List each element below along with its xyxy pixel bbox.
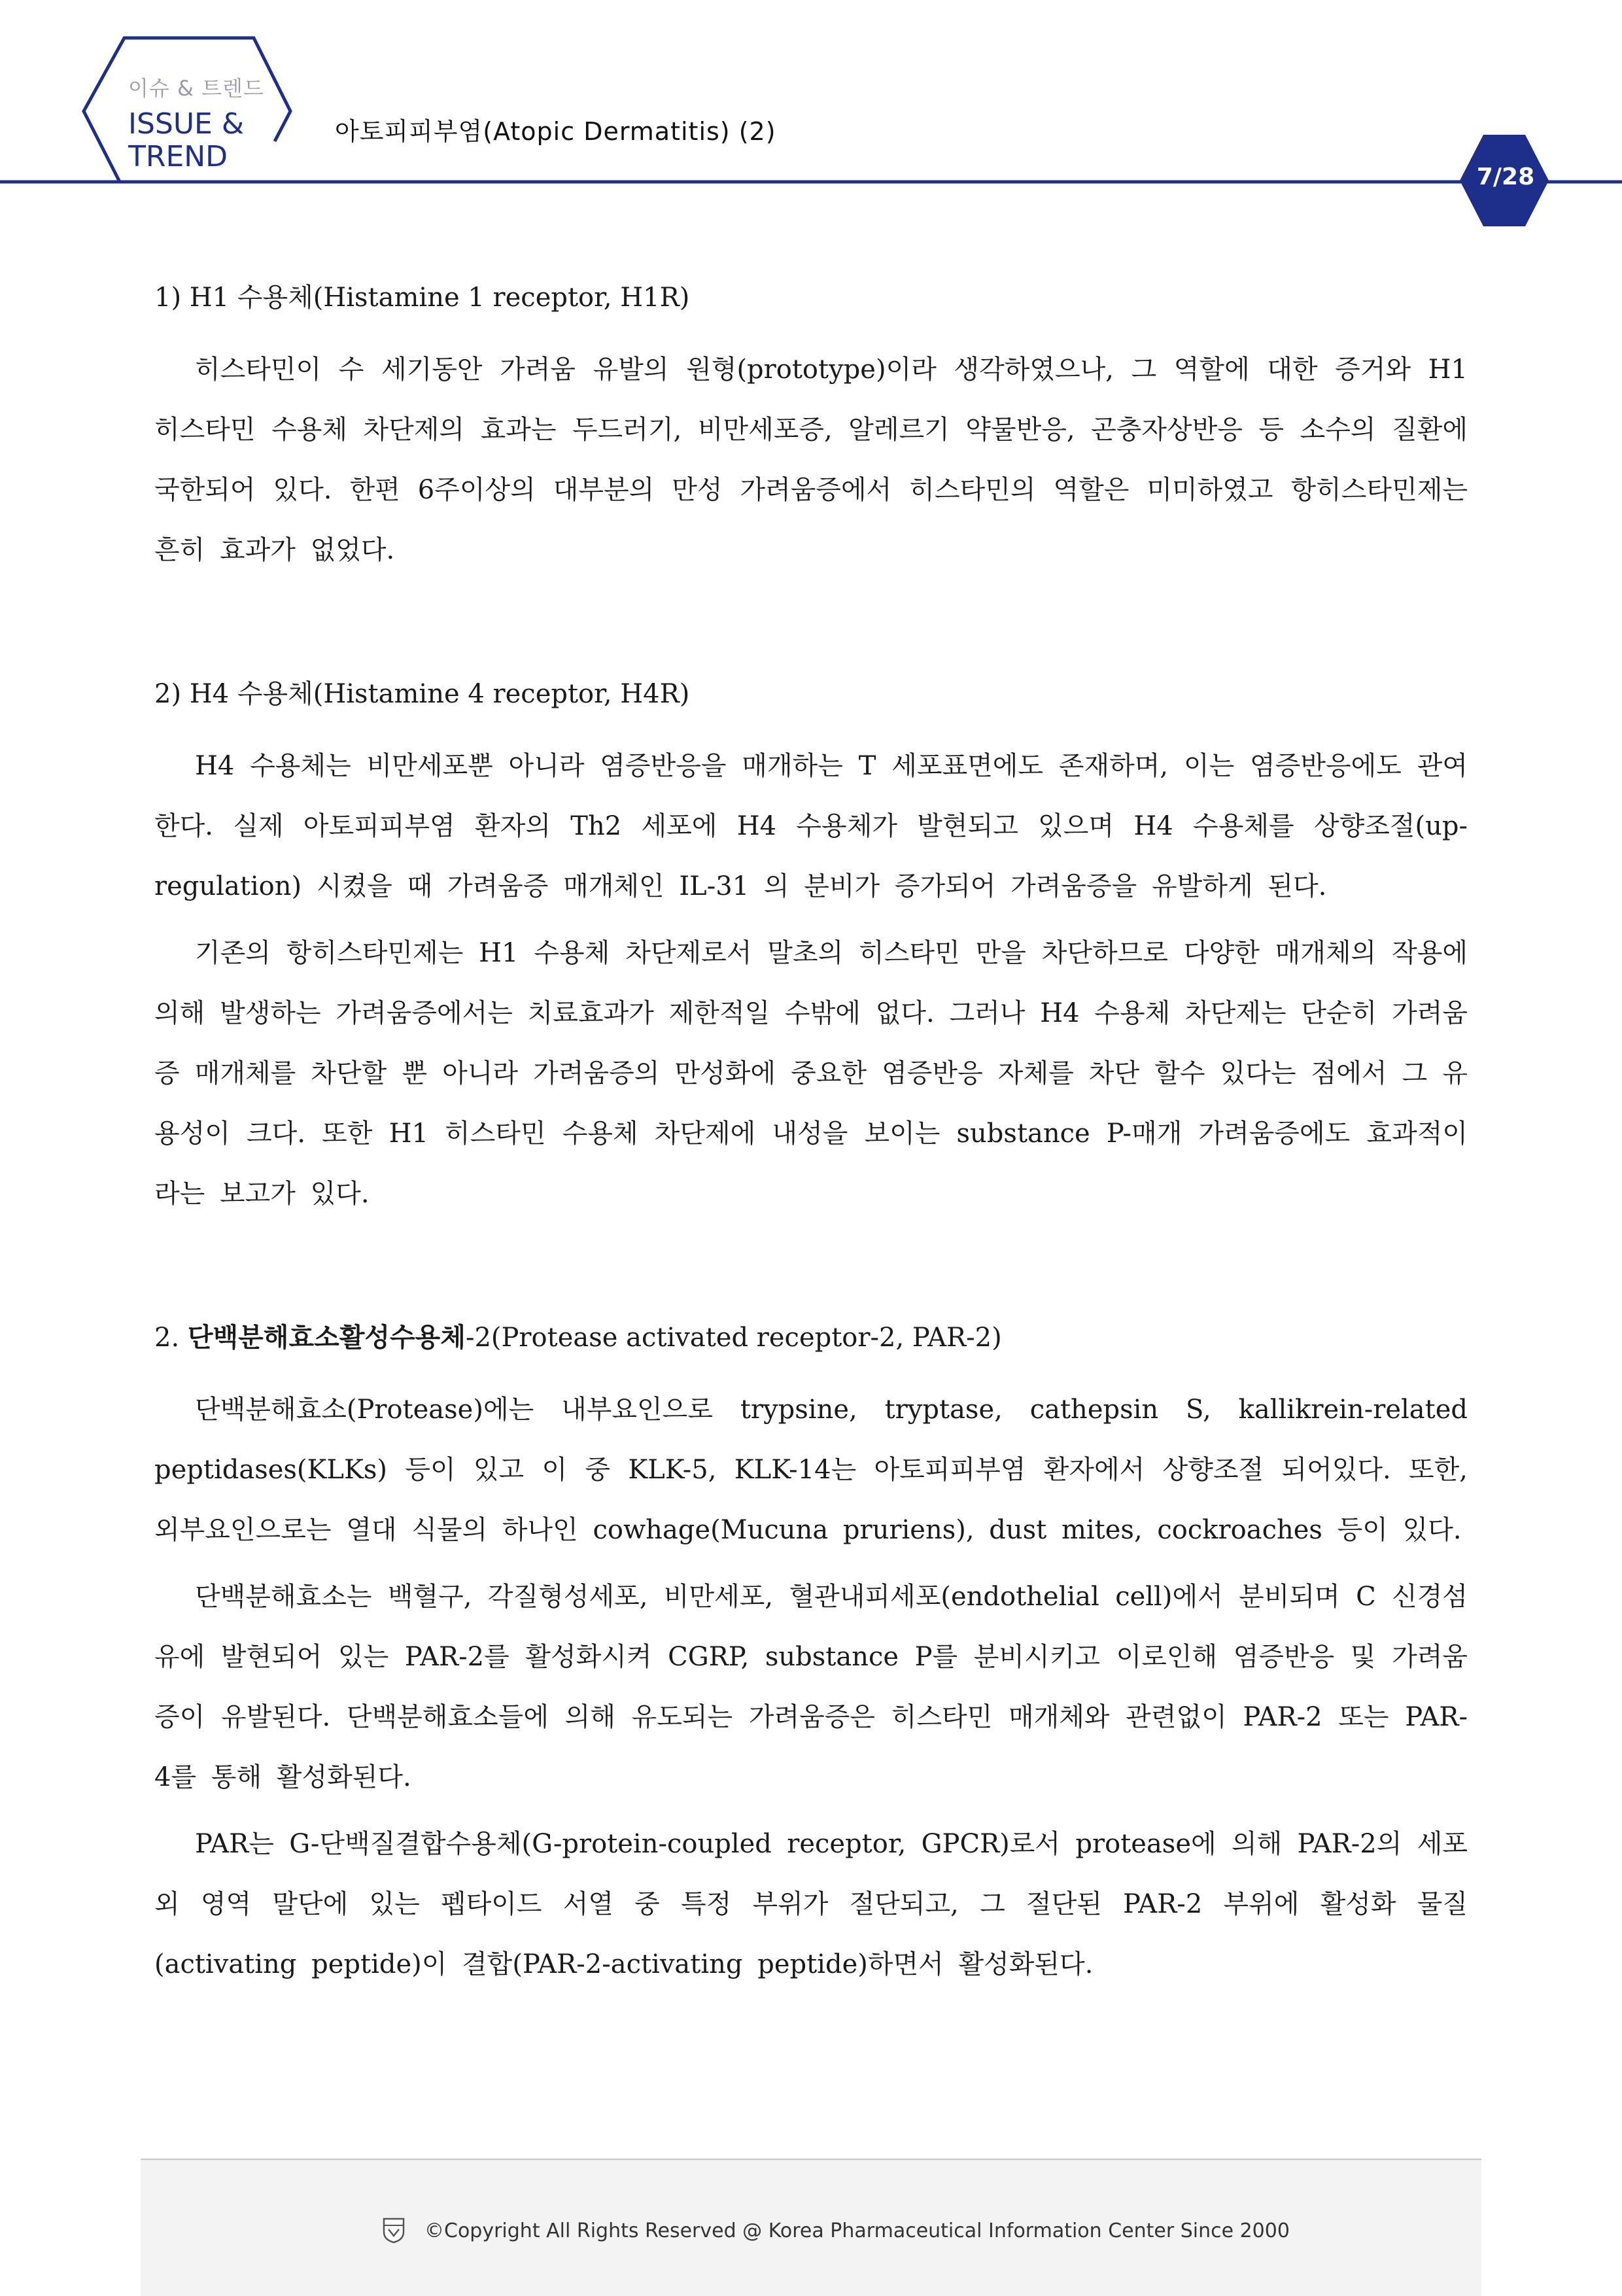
heading-number: 2.: [154, 1323, 180, 1353]
footer-copyright: [383, 2218, 1290, 2244]
paragraph: 히스타민이 수 세기동안 가려움 유발의 원형(prototype)이라 생각하였으나, 그 역할에 대한 증거와 H1 히스타민 수용체 차단제의 효과는 두드러기, 비만세포증, 알레르기 약물반응, 곤충자상반응 등 소수의 질환에 국한되어 있다. 한편 6주이상의 대부분의 만성 가려움증에서 히스타민의 역할은 미미하였고 항히스타민제는 흔히 효과가 없었다.: [154, 355, 1468, 565]
paragraph: 단백분해효소(Protease)에는 내부요인으로 trypsine, tryptase, cathepsin S, kallikrein-related peptidases(KLKs) 등이 있고 이 중 KLK-5, KLK-14는 아토피피부염 환자에서 상향조절 되어있다. 또한, 외부요인으로는 열대 식물의 하나인 cowhage(Mucuna pruriens), dust mites, cockroaches 등이 있다.: [154, 1395, 1468, 1545]
heading-rest: -2(Protease activated receptor-2, PAR-2): [465, 1323, 1002, 1353]
paragraph: H4 수용체는 비만세포뿐 아니라 염증반응을 매개하는 T 세포표면에도 존재하며, 이는 염증반응에도 관여한다. 실제 아토피피부염 환자의 Th2 세포에 H4 수용체가 발현되고 있으며 H4 수용체를 상향조절(up-regulation) 시켰을 때 가려움증 매개체인 IL-31 의 분비가 증가되어 가려움증을 유발하게 된다.: [154, 751, 1468, 901]
footer: [141, 2159, 1481, 2296]
paragraph: 단백분해효소는 백혈구, 각질형성세포, 비만세포, 혈관내피세포(endothelial cell)에서 분비되며 C 신경섬유에 발현되어 있는 PAR-2를 활성화시켜 CGRP, substance P를 분비시키고 이로인해 염증반응 및 가려움증이 유발된다. 단백분해효소들에 의해 유도되는 가려움증은 히스타민 매개체와 관련없이 PAR-2 또는 PAR-4를 통해 활성화된다.: [154, 1582, 1468, 1792]
section-heading-h4r: 2) H4 수용체(Histamine 4 receptor, H4R): [154, 679, 690, 709]
document-title: 아토피피부염(Atopic Dermatitis) (2): [335, 117, 776, 146]
page-number: 7/28: [1476, 164, 1535, 190]
article-body: [154, 278, 1468, 1994]
section-heading-par2: [154, 1318, 1468, 1357]
logo-line-2: TREND: [128, 140, 228, 173]
logo-line-1: ISSUE &: [128, 107, 245, 141]
paragraph: PAR는 G-단백질결합수용체(G-protein-coupled receptor, GPCR)로서 protease에 의해 PAR-2의 세포외 영역 말단에 있는 펩타이드 서열 중 특정 부위가 절단되고, 그 절단된 PAR-2 부위에 활성화 물질(activating peptide)이 결합(PAR-2-activating peptide)하면서 활성화된다.: [154, 1829, 1468, 1979]
paragraph: 기존의 항히스타민제는 H1 수용체 차단제로서 말초의 히스타민 만을 차단하므로 다양한 매개체의 작용에 의해 발생하는 가려움증에서는 치료효과가 제한적일 수밖에 없다. 그러나 H4 수용체 차단제는 단순히 가려움증 매개체를 차단할 뿐 아니라 가려움증의 만성화에 중요한 염증반응 자체를 차단 할수 있다는 점에서 그 유용성이 크다. 또한 H1 히스타민 수용체 차단제에 내성을 보이는 substance P-매개 가려움증에도 효과적이라는 보고가 있다.: [154, 938, 1468, 1209]
heading-bold-korean: 단백분해효소활성수용체: [187, 1322, 466, 1353]
logo-subtitle: 이슈 & 트렌드: [128, 76, 264, 101]
section-heading-h1r: 1) H1 수용체(Histamine 1 receptor, H1R): [154, 283, 690, 313]
shield-crest-icon: [383, 2218, 405, 2244]
copyright-text: ©Copyright All Rights Reserved @ Korea Pharmaceutical Information Center Since 2000: [424, 2219, 1290, 2242]
logo-text: [128, 108, 244, 173]
